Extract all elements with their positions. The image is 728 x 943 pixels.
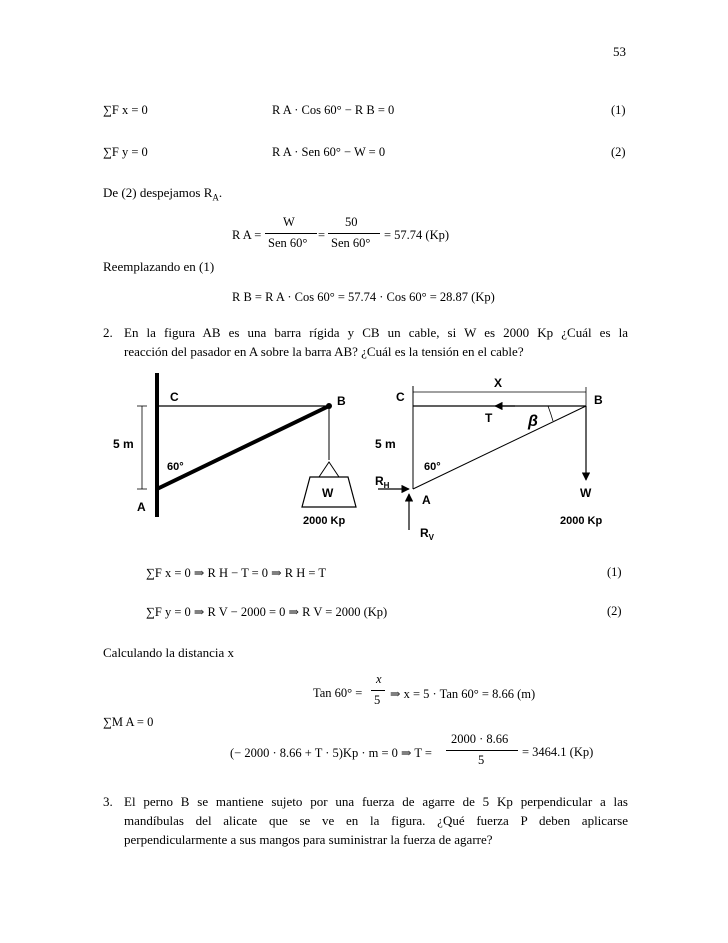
right-label-a: A <box>422 493 431 507</box>
equation-rb: R B = R A · Cos 60° = 57.74 · Cos 60° = 28.87 (Kp) <box>232 290 495 304</box>
problem-3-line-1: El perno B se mantiene sujeto por una fuerza de agarre de 5 Kp perpendicular a las <box>124 794 628 809</box>
problem-3-number: 3. <box>103 794 113 809</box>
page-number: 53 <box>613 44 626 59</box>
right-label-60: 60° <box>424 461 441 473</box>
equation-ra-lhs: R A = <box>232 228 262 242</box>
equation-number-2: (2) <box>611 145 626 159</box>
right-label-w: W <box>580 486 592 500</box>
equation-moment-lhs: (− 2000 · 8.66 + T · 5)Kp · m = 0 ⇒ T = <box>230 746 432 760</box>
equation-mid-1: ∑F x = 0 ⇒ R H − T = 0 ⇒ R H = T <box>146 566 326 580</box>
left-label-w: W <box>322 486 334 500</box>
right-label-b: B <box>594 393 603 407</box>
right-label-t: T <box>485 411 493 425</box>
right-label-load: 2000 Kp <box>560 515 603 527</box>
figure-left <box>113 373 356 527</box>
right-label-x: X <box>494 376 503 390</box>
right-label-5m: 5 m <box>375 437 396 451</box>
equation-tan-denominator: 5 <box>374 693 381 707</box>
equation-2-top: R A · Sen 60° − W = 0 <box>272 145 386 159</box>
right-label-c: C <box>396 390 405 404</box>
left-label-c: C <box>170 390 179 404</box>
text-calculando: Calculando la distancia x <box>103 645 235 660</box>
equation-mid-number-1: (1) <box>607 565 622 579</box>
fraction-2-numerator: 50 <box>345 215 358 229</box>
problem-2-line-1: En la figura AB es una barra rígida y CB un cable, si W es 2000 Kp ¿Cuál es la <box>124 325 628 340</box>
equation-tan-lhs: Tan 60° = <box>313 686 363 700</box>
equation-number-1: (1) <box>611 103 626 117</box>
equation-sum-fx: ∑F x = 0 <box>103 103 148 117</box>
equation-ra-equals: = <box>318 228 326 242</box>
right-bar <box>413 406 586 489</box>
left-label-60: 60° <box>167 461 184 473</box>
left-weight-hook <box>319 462 339 477</box>
left-label-5m: 5 m <box>113 437 134 451</box>
right-label-rh: $R_H$ <box>375 474 390 490</box>
equation-ra-result: = 57.74 (Kp) <box>384 228 450 242</box>
right-beta-arc <box>548 406 553 421</box>
equation-mid-number-2: (2) <box>607 604 622 618</box>
equation-moment-denominator: 5 <box>478 753 485 767</box>
text-reemplazando: Reemplazando en (1) <box>103 259 215 274</box>
equation-moment-line <box>446 750 518 751</box>
problem-2-number: 2. <box>103 325 113 340</box>
problem-2-line-2: reacción del pasador en A sobre la barra AB? ¿Cuál es la tensión en el cable? <box>124 344 524 359</box>
equation-moment-label: ∑M A = 0 <box>103 715 154 729</box>
fraction-1-denominator: Sen 60° <box>268 236 308 250</box>
equation-sum-fy: ∑F y = 0 <box>103 145 148 159</box>
equation-mid-2: ∑F y = 0 ⇒ R V − 2000 = 0 ⇒ R V = 2000 (Kp) <box>146 605 388 619</box>
equation-moment-numerator: 2000 · 8.66 <box>451 732 509 746</box>
equation-tan-rhs: ⇒ x = 5 · Tan 60° = 8.66 (m) <box>390 687 536 701</box>
figure-right <box>375 376 603 542</box>
left-bar-ab <box>157 406 329 489</box>
left-label-load: 2000 Kp <box>303 515 346 527</box>
fraction-2-denominator: Sen 60° <box>331 236 371 250</box>
equation-tan-line <box>371 690 385 691</box>
text-despejamos: De (2) despejamos $R_A$. <box>103 185 223 203</box>
right-label-beta: β <box>528 413 538 430</box>
left-label-a: A <box>137 500 146 514</box>
equation-moment-rhs: = 3464.1 (Kp) <box>522 745 594 759</box>
problem-3-line-3: perpendicularmente a sus mangos para suministrar la fuerza de agarre? <box>124 832 493 847</box>
equation-tan-numerator: x <box>376 672 382 686</box>
left-label-b: B <box>337 394 346 408</box>
problem-3-line-2: mandíbulas del alicate que se ve en la figura. ¿Qué fuerza P deben aplicarse <box>124 813 628 828</box>
fraction-1-numerator: W <box>283 215 295 229</box>
equation-1-top: R A · Cos 60° − R B = 0 <box>272 103 395 117</box>
right-label-rv: $R_V$ <box>420 526 435 542</box>
